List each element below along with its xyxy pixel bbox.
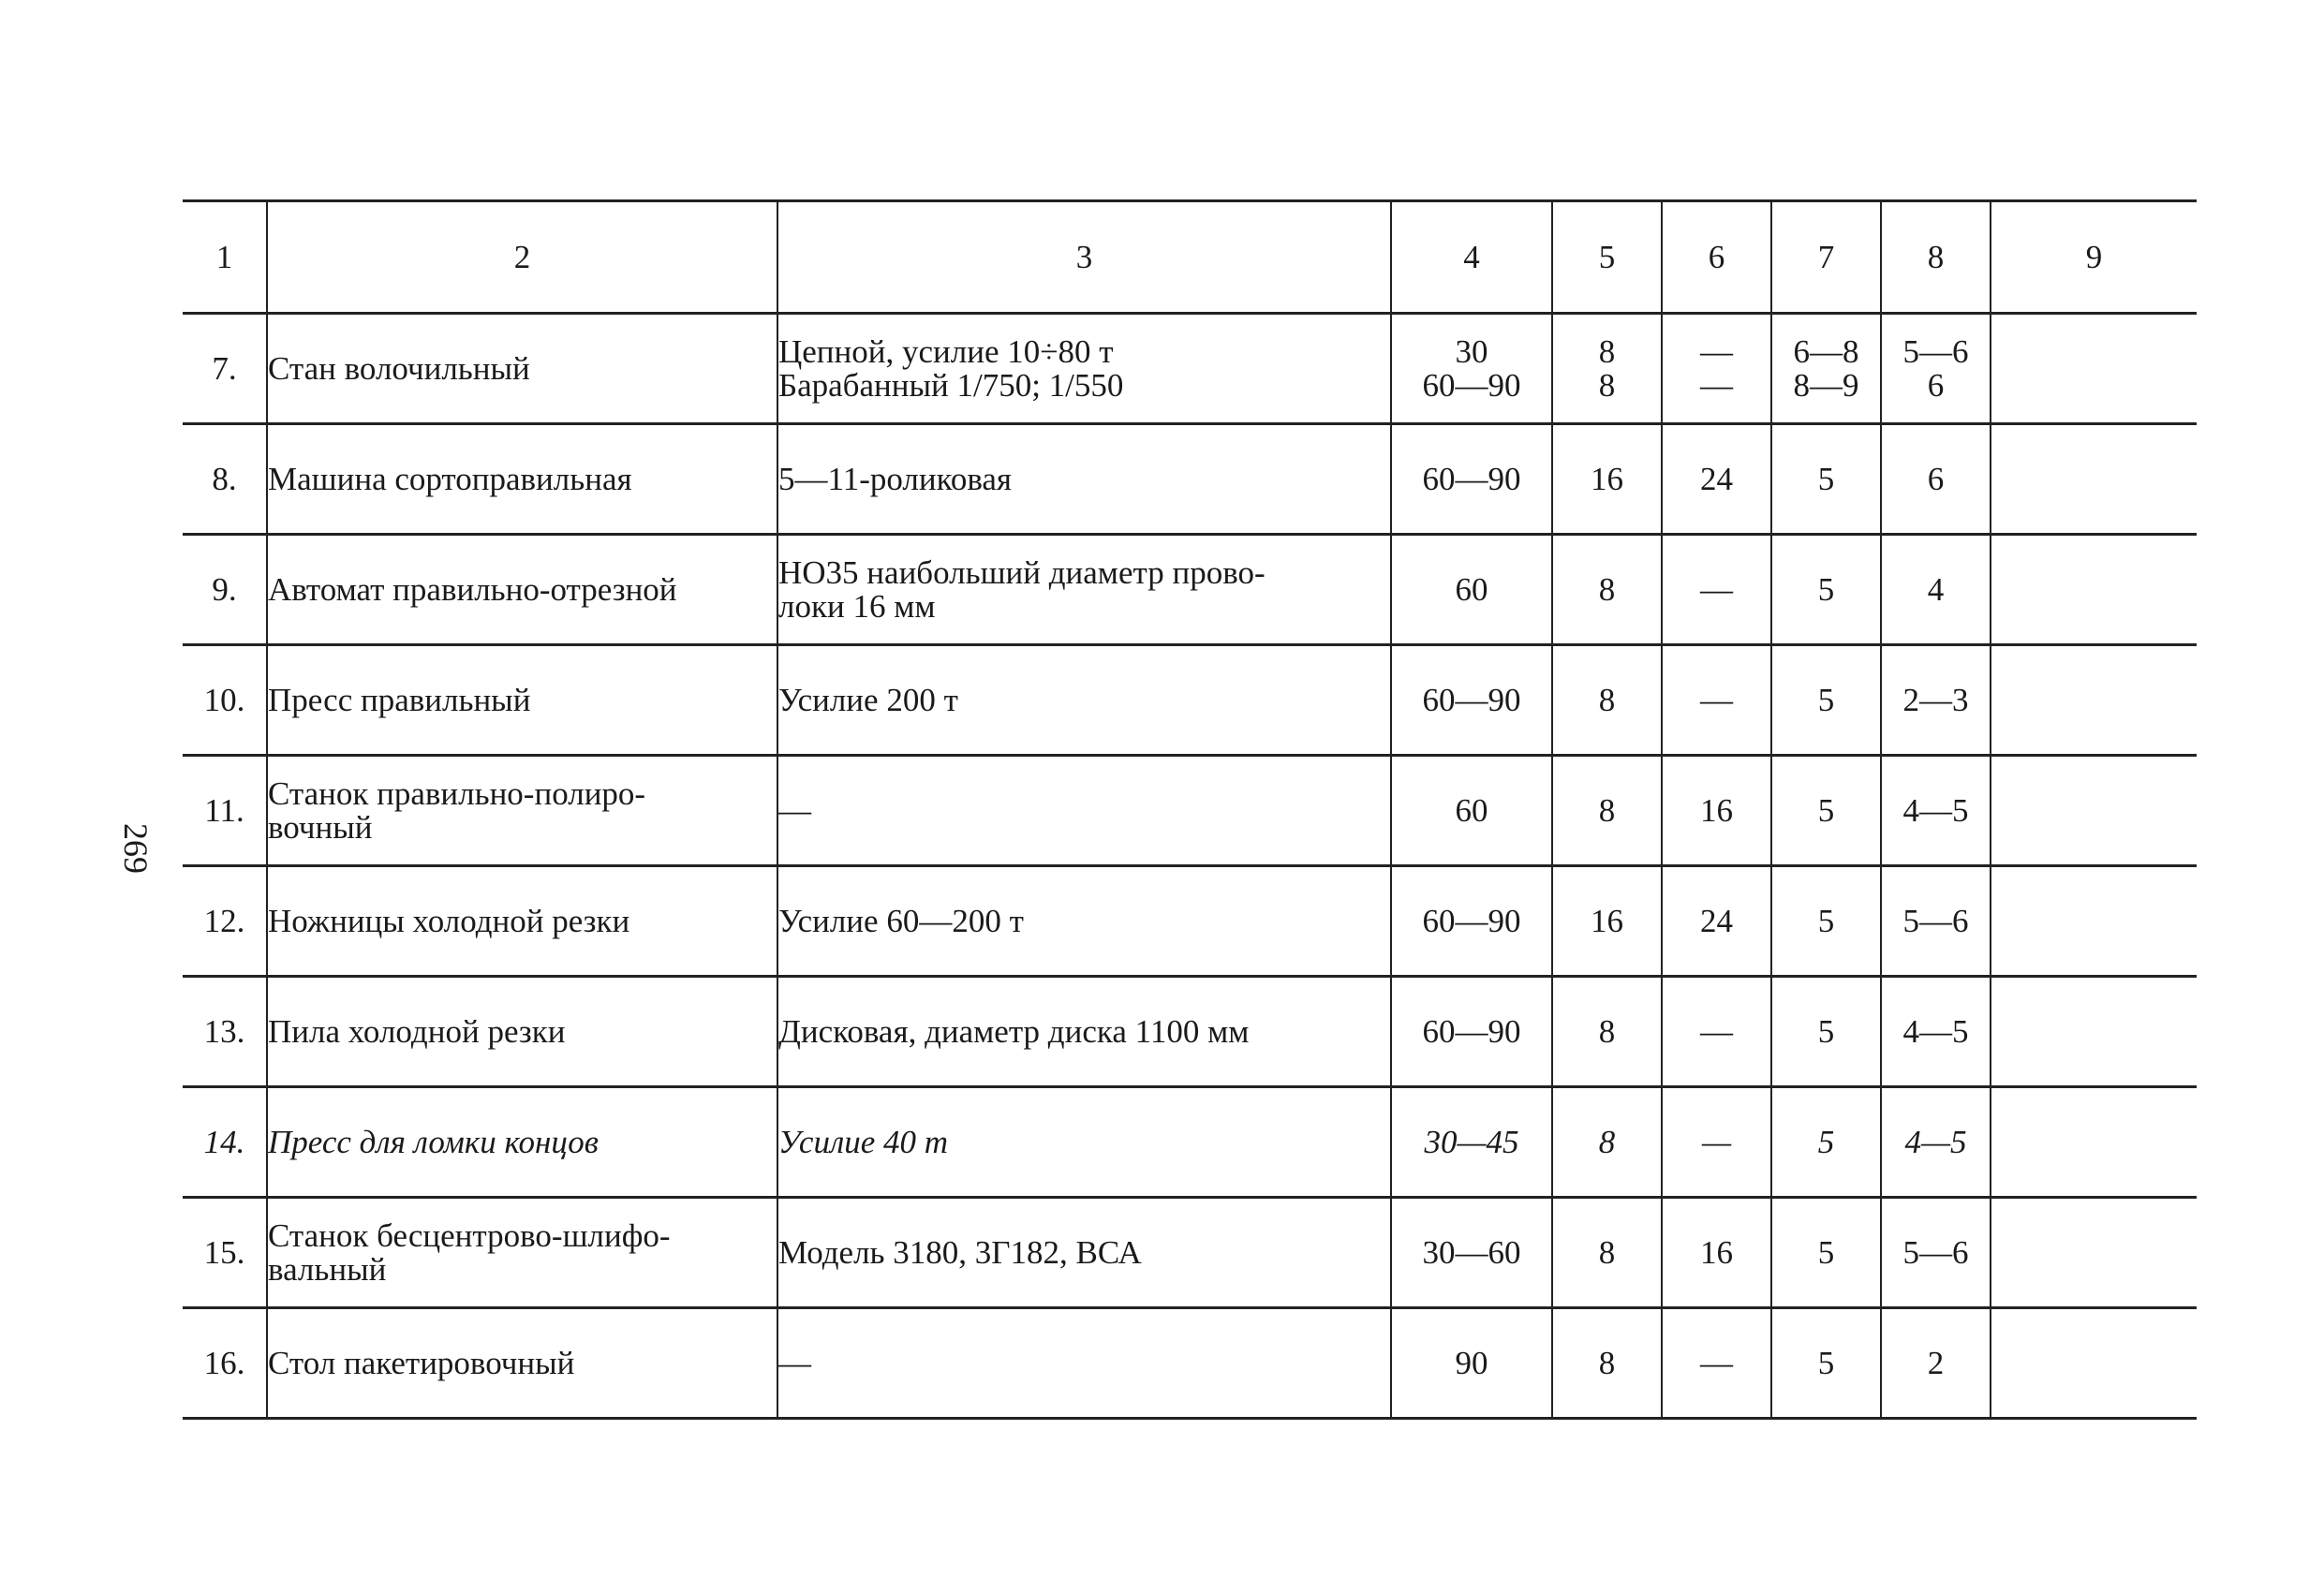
table-row: [183, 1308, 2197, 1419]
table-row: [183, 1087, 2197, 1198]
cell-col-7: [1771, 977, 1881, 1087]
cell-col-4-line: 60—90: [1422, 460, 1521, 497]
cell-col-5-line: 16: [1591, 460, 1623, 497]
cell-col-5: [1552, 424, 1662, 535]
cell-col-8-line: 4—5: [1904, 1123, 1967, 1160]
column-header-6: 6: [1662, 201, 1771, 314]
cell-col-8: [1881, 1308, 1991, 1419]
equipment-name: [267, 314, 777, 424]
column-header-8: 8: [1881, 201, 1991, 314]
cell-col-6-line: —: [1700, 366, 1733, 404]
cell-col-9: [1991, 1198, 2197, 1308]
equipment-spec: [777, 977, 1391, 1087]
cell-col-5-line: 8: [1598, 1012, 1616, 1050]
equipment-name: [267, 424, 777, 535]
table-row: [183, 535, 2197, 645]
column-header-5: 5: [1552, 201, 1662, 314]
cell-col-6-line: —: [1700, 570, 1733, 608]
cell-col-5-line: 8: [1598, 1344, 1616, 1381]
cell-col-4-line: 60—90: [1422, 366, 1521, 404]
equipment-spec-line: 5—11-роликовая: [778, 460, 1013, 497]
cell-col-6-line: —: [1700, 332, 1733, 370]
cell-col-4-line: 30—60: [1422, 1233, 1521, 1271]
cell-col-8-line: 4—5: [1902, 1012, 1969, 1050]
cell-col-8: [1881, 424, 1991, 535]
cell-col-8: [1881, 756, 1991, 866]
cell-col-4-line: 60: [1455, 791, 1488, 829]
cell-col-6: [1662, 1198, 1771, 1308]
cell-col-4: [1391, 866, 1552, 977]
cell-col-4: [1391, 535, 1552, 645]
equipment-spec: [777, 866, 1391, 977]
cell-col-5-line: 8: [1598, 332, 1616, 370]
cell-col-4: [1391, 314, 1552, 424]
cell-col-6: [1662, 424, 1771, 535]
cell-col-6-line: 24: [1700, 460, 1733, 497]
equipment-name-line: Станок бесцентрово-шлифо-: [268, 1216, 671, 1254]
cell-col-4: [1391, 424, 1552, 535]
equipment-name-line: Автомат правильно-отрезной: [268, 570, 677, 608]
cell-col-8-line: 2—3: [1902, 681, 1969, 718]
cell-col-7-line: 5: [1817, 460, 1835, 497]
cell-col-6-line: —: [1700, 681, 1733, 718]
equipment-spec: [777, 424, 1391, 535]
column-header-2: 2: [267, 201, 777, 314]
cell-col-7-line: 5: [1817, 791, 1835, 829]
cell-col-6: [1662, 1308, 1771, 1419]
cell-col-8-line: 5—6: [1902, 1233, 1969, 1271]
table-body: [183, 314, 2197, 1419]
cell-col-6: [1662, 535, 1771, 645]
cell-col-8: [1881, 314, 1991, 424]
cell-col-8: [1881, 1087, 1991, 1198]
cell-col-8: [1881, 866, 1991, 977]
equipment-name: [267, 1308, 777, 1419]
cell-col-4: [1391, 1308, 1552, 1419]
cell-col-4-line: 30—45: [1424, 1123, 1519, 1160]
cell-col-6-line: 24: [1700, 902, 1733, 939]
equipment-name-line: Стол пакетировочный: [268, 1344, 575, 1381]
cell-col-7: [1771, 645, 1881, 756]
equipment-spec-line: Модель 3180, 3Г182, ВСА: [778, 1233, 1142, 1271]
equipment-spec-line: Усилие 60—200 т: [778, 902, 1024, 939]
cell-col-7-line: 8—9: [1793, 366, 1859, 404]
row-number: 13.: [183, 977, 267, 1087]
cell-col-4: [1391, 645, 1552, 756]
cell-col-9: [1991, 977, 2197, 1087]
equipment-name: [267, 756, 777, 866]
cell-col-7: [1771, 314, 1881, 424]
equipment-spec-line: —: [778, 791, 811, 829]
table-row: [183, 424, 2197, 535]
cell-col-8-line: 6: [1927, 366, 1945, 404]
equipment-spec-line: Цепной, усилие 10÷80 т: [778, 332, 1114, 370]
cell-col-7-line: 5: [1817, 902, 1835, 939]
cell-col-9: [1991, 866, 2197, 977]
equipment-name-line: вочный: [268, 808, 373, 846]
equipment-spec: [777, 535, 1391, 645]
cell-col-4-line: 60—90: [1422, 681, 1521, 718]
cell-col-6-line: 16: [1700, 791, 1733, 829]
cell-col-8: [1881, 1198, 1991, 1308]
row-number: 9.: [183, 535, 267, 645]
cell-col-5-line: 8: [1598, 366, 1616, 404]
cell-col-5: [1552, 1308, 1662, 1419]
cell-col-5: [1552, 645, 1662, 756]
cell-col-8-line: 6: [1927, 460, 1945, 497]
equipment-spec-line: Барабанный 1/750; 1/550: [778, 366, 1124, 404]
equipment-spec: [777, 1087, 1391, 1198]
equipment-spec-line: Усилие 200 т: [778, 681, 958, 718]
row-number: 7.: [183, 314, 267, 424]
cell-col-7: [1771, 866, 1881, 977]
cell-col-7-line: 5: [1817, 1233, 1835, 1271]
cell-col-8-line: 4—5: [1902, 791, 1969, 829]
cell-col-8-line: 2: [1927, 1344, 1945, 1381]
equipment-spec: [777, 756, 1391, 866]
column-header-1: 1: [183, 201, 267, 314]
cell-col-5: [1552, 977, 1662, 1087]
equipment-name-line: Пила холодной резки: [268, 1012, 566, 1050]
cell-col-9: [1991, 424, 2197, 535]
cell-col-5: [1552, 756, 1662, 866]
cell-col-8: [1881, 535, 1991, 645]
cell-col-6: [1662, 977, 1771, 1087]
cell-col-4: [1391, 756, 1552, 866]
cell-col-5-line: 8: [1598, 791, 1616, 829]
table-row: [183, 866, 2197, 977]
row-number: 15.: [183, 1198, 267, 1308]
equipment-name-line: Пресс для ломки концов: [268, 1123, 599, 1160]
equipment-name-line: Станок правильно-полиро-: [268, 774, 646, 812]
equipment-spec: [777, 1308, 1391, 1419]
row-number: 11.: [183, 756, 267, 866]
cell-col-4-line: 30: [1455, 332, 1488, 370]
cell-col-7: [1771, 1087, 1881, 1198]
cell-col-7: [1771, 756, 1881, 866]
equipment-name-line: Пресс правильный: [268, 681, 531, 718]
cell-col-7-line: 5: [1817, 681, 1835, 718]
equipment-spec-line: Дисковая, диаметр диска 1100 мм: [778, 1012, 1250, 1050]
cell-col-7: [1771, 535, 1881, 645]
equipment-name-line: Машина сортоправильная: [268, 460, 632, 497]
cell-col-8-line: 4: [1927, 570, 1945, 608]
equipment-spec-line: локи 16 мм: [778, 587, 936, 625]
equipment-spec-line: НО35 наибольший диаметр прово-: [778, 553, 1266, 591]
cell-col-4-line: 90: [1455, 1344, 1488, 1381]
equipment-name: [267, 977, 777, 1087]
table-row: [183, 314, 2197, 424]
cell-col-6: [1662, 866, 1771, 977]
cell-col-5-line: 8: [1598, 1123, 1616, 1160]
cell-col-6-line: 16: [1700, 1233, 1733, 1271]
cell-col-9: [1991, 1087, 2197, 1198]
cell-col-7-line: 5: [1817, 1012, 1835, 1050]
table-row: [183, 645, 2197, 756]
equipment-name: [267, 1198, 777, 1308]
row-number: 10.: [183, 645, 267, 756]
column-header-3: 3: [777, 201, 1391, 314]
cell-col-4: [1391, 1198, 1552, 1308]
cell-col-5: [1552, 1087, 1662, 1198]
equipment-spec: [777, 314, 1391, 424]
row-number: 8.: [183, 424, 267, 535]
cell-col-6: [1662, 314, 1771, 424]
equipment-name-line: Ножницы холодной резки: [268, 902, 630, 939]
cell-col-7-line: 5: [1817, 570, 1835, 608]
row-number: 12.: [183, 866, 267, 977]
cell-col-5: [1552, 535, 1662, 645]
cell-col-5-line: 8: [1598, 681, 1616, 718]
cell-col-9: [1991, 535, 2197, 645]
row-number: 14.: [183, 1087, 267, 1198]
cell-col-6: [1662, 756, 1771, 866]
cell-col-9: [1991, 645, 2197, 756]
cell-col-4-line: 60: [1455, 570, 1488, 608]
cell-col-6: [1662, 645, 1771, 756]
cell-col-8-line: 5—6: [1902, 332, 1969, 370]
equipment-table: [183, 199, 2197, 1420]
cell-col-9: [1991, 756, 2197, 866]
equipment-name-line: вальный: [268, 1250, 387, 1288]
equipment-name: [267, 535, 777, 645]
cell-col-5: [1552, 1198, 1662, 1308]
cell-col-7: [1771, 1308, 1881, 1419]
cell-col-7-line: 6—8: [1793, 332, 1859, 370]
equipment-spec-line: Усилие 40 т: [778, 1123, 949, 1160]
cell-col-7-line: 5: [1817, 1344, 1835, 1381]
equipment-spec: [777, 645, 1391, 756]
cell-col-4-line: 60—90: [1422, 1012, 1521, 1050]
equipment-spec-line: —: [778, 1344, 811, 1381]
cell-col-7: [1771, 1198, 1881, 1308]
column-header-7: 7: [1771, 201, 1881, 314]
cell-col-4: [1391, 977, 1552, 1087]
cell-col-4: [1391, 1087, 1552, 1198]
equipment-name: [267, 1087, 777, 1198]
cell-col-5-line: 8: [1598, 1233, 1616, 1271]
cell-col-4-line: 60—90: [1422, 902, 1521, 939]
cell-col-9: [1991, 1308, 2197, 1419]
page-number: 269: [117, 823, 155, 874]
cell-col-6: [1662, 1087, 1771, 1198]
cell-col-5: [1552, 314, 1662, 424]
cell-col-6-line: —: [1701, 1123, 1732, 1160]
cell-col-9: [1991, 314, 2197, 424]
cell-col-7: [1771, 424, 1881, 535]
cell-col-8: [1881, 977, 1991, 1087]
cell-col-5-line: 16: [1591, 902, 1623, 939]
table-row: [183, 977, 2197, 1087]
column-header-4: 4: [1391, 201, 1552, 314]
equipment-spec: [777, 1198, 1391, 1308]
cell-col-7-line: 5: [1817, 1123, 1835, 1160]
cell-col-6-line: —: [1700, 1012, 1733, 1050]
equipment-name-line: Стан волочильный: [268, 349, 530, 387]
cell-col-8: [1881, 645, 1991, 756]
cell-col-6-line: —: [1700, 1344, 1733, 1381]
cell-col-8-line: 5—6: [1902, 902, 1969, 939]
cell-col-5: [1552, 866, 1662, 977]
column-header-9: 9: [1991, 201, 2197, 314]
header-row: [183, 201, 2197, 314]
row-number: 16.: [183, 1308, 267, 1419]
cell-col-5-line: 8: [1598, 570, 1616, 608]
table-row: [183, 1198, 2197, 1308]
equipment-name: [267, 866, 777, 977]
table-row: [183, 756, 2197, 866]
equipment-name: [267, 645, 777, 756]
